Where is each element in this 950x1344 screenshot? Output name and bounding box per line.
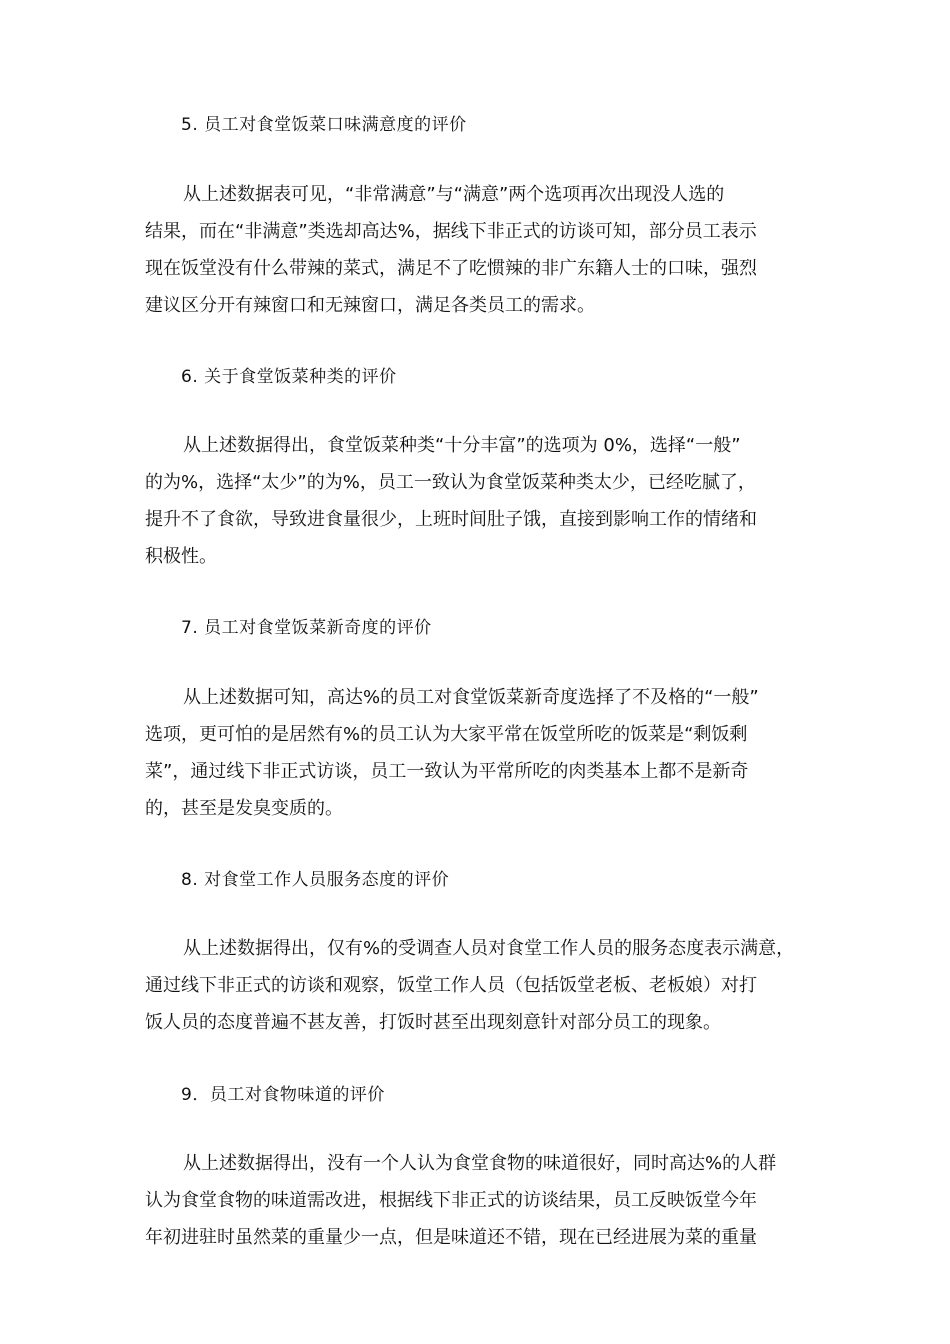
section-6-heading: 6. 关于食堂饭菜种类的评价: [181, 367, 397, 387]
paragraph-line: 的，甚至是发臭变质的。: [145, 798, 343, 819]
paragraph-line: 认为食堂食物的味道需改进，根据线下非正式的访谈结果，员工反映饭堂今年: [145, 1190, 757, 1211]
paragraph-line: 提升不了食欲，导致进食量很少，上班时间肚子饿，直接到影响工作的情绪和: [145, 509, 757, 530]
paragraph-line: 年初进驻时虽然菜的重量少一点，但是味道还不错，现在已经进展为菜的重量: [145, 1227, 757, 1248]
paragraph-line: 从上述数据得出，食堂饭菜种类“十分丰富”的选项为 0%，选择“一般”: [183, 435, 741, 456]
paragraph-line: 积极性。: [145, 546, 217, 567]
paragraph-line: 的为%，选择“太少”的为%，员工一致认为食堂饭菜种类太少，已经吃腻了，: [145, 472, 756, 493]
paragraph-line: 选项，更可怕的是居然有%的员工认为大家平常在饭堂所吃的饭菜是“剩饭剩: [145, 724, 748, 745]
paragraph-line: 现在饭堂没有什么带辣的菜式，满足不了吃惯辣的非广东籍人士的口味，强烈: [145, 258, 757, 279]
section-7-paragraph: [145, 679, 815, 827]
section-5-heading: 5. 员工对食堂饭菜口味满意度的评价: [181, 115, 467, 135]
section-8-heading: 8. 对食堂工作人员服务态度的评价: [181, 870, 450, 890]
paragraph-line: 菜”，通过线下非正式访谈，员工一致认为平常所吃的肉类基本上都不是新奇: [145, 761, 749, 782]
paragraph-line: 结果，而在“非满意”类选却高达%，据线下非正式的访谈可知，部分员工表示: [145, 221, 757, 242]
section-9-paragraph: [145, 1145, 815, 1256]
section-7-heading: 7. 员工对食堂饭菜新奇度的评价: [181, 618, 432, 638]
paragraph-line: 从上述数据得出，仅有%的受调查人员对食堂工作人员的服务态度表示满意，: [183, 938, 795, 959]
paragraph-line: 饭人员的态度普遍不甚友善，打饭时甚至出现刻意针对部分员工的现象。: [145, 1012, 721, 1033]
paragraph-line: 建议区分开有辣窗口和无辣窗口，满足各类员工的需求。: [145, 295, 595, 316]
paragraph-line: 从上述数据得出，没有一个人认为食堂食物的味道很好，同时高达%的人群: [183, 1153, 777, 1174]
section-9-heading: 9．员工对食物味道的评价: [181, 1085, 385, 1105]
paragraph-line: 通过线下非正式的访谈和观察，饭堂工作人员（包括饭堂老板、老板娘）对打: [145, 975, 757, 996]
section-6-paragraph: [145, 427, 815, 575]
section-5-paragraph: [145, 176, 815, 324]
section-8-paragraph: [145, 930, 815, 1041]
paragraph-line: 从上述数据可知，高达%的员工对食堂饭菜新奇度选择了不及格的“一般”: [183, 687, 759, 708]
paragraph-line: 从上述数据表可见，“非常满意”与“满意”两个选项再次出现没人选的: [183, 184, 725, 205]
